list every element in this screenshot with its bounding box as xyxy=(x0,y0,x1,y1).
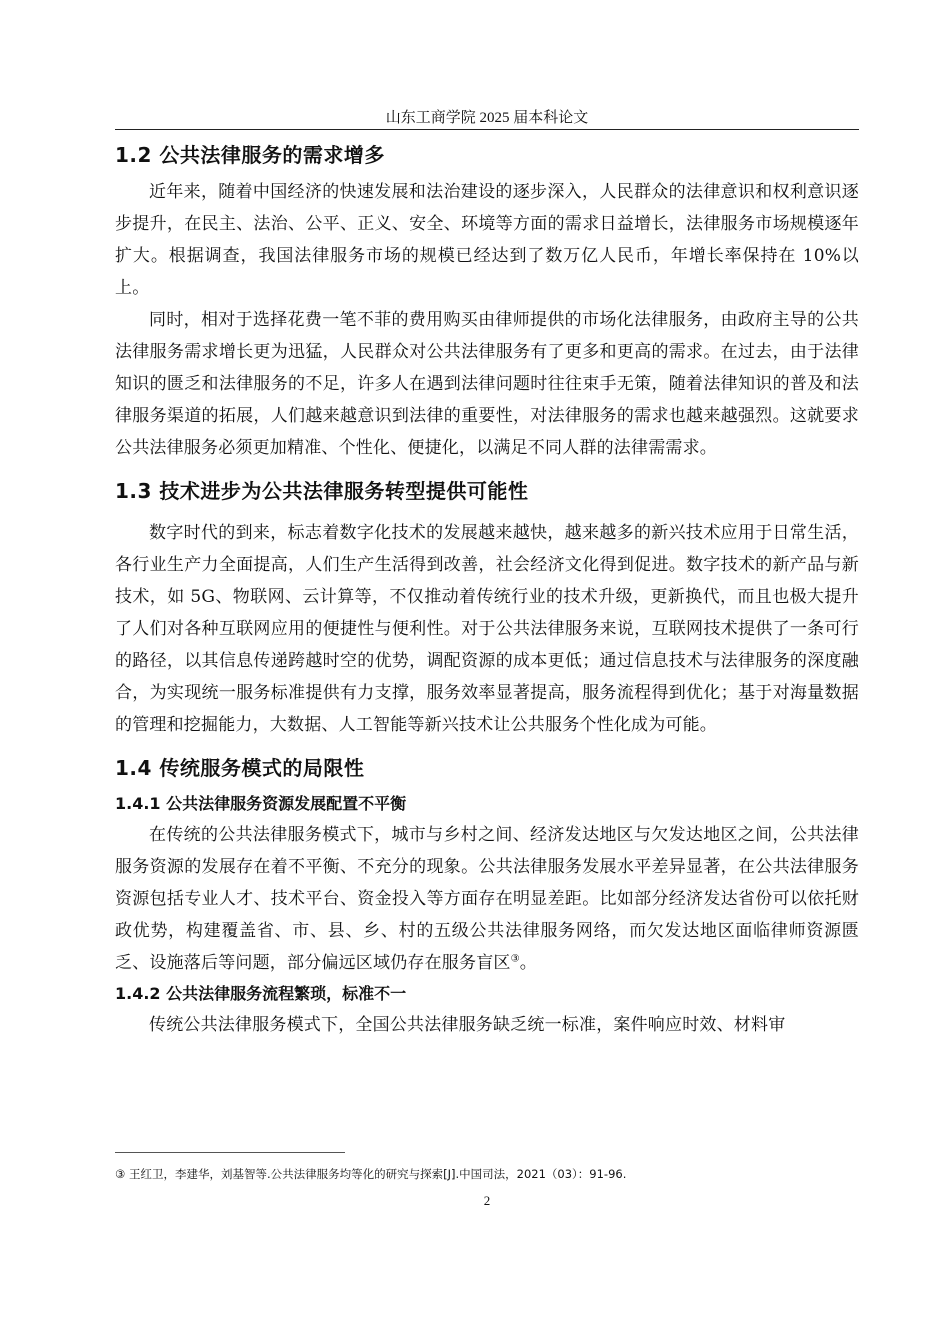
paragraph: 同时，相对于选择花费一笔不菲的费用购买由律师提供的市场化法律服务，由政府主导的公共法律服务需求增长更为迅猛，人民群众对公共法律服务有了更多和更高的需求。在过去，由于法律知识的匮乏和法律服务的不足，许多人在遇到法律问题时往往束手无策，随着法律知识的普及和法律服务渠道的拓展，人们越来越意识到法律的重要性，对法律服务的需求也越来越强烈。这就要求公共法律服务必须更加精准、个性化、便捷化，以满足不同人群的法律需需求。 xyxy=(115,310,859,458)
paragraph: 数字时代的到来，标志着数字化技术的发展越来越快，越来越多的新兴技术应用于日常生活，各行业生产力全面提高，人们生产生活得到改善，社会经济文化得到促进。数字技术的新产品与新技术，如 5G、物联网、云计算等，不仅推动着传统行业的技术升级，更新换代，而且也极大提升了人们对各种互联网应用的便捷性与便利性。对于公共法律服务来说，互联网技术提供了一条可行的路径，以其信息传递跨越时空的优势，调配资源的成本更低；通过信息技术与法律服务的深度融合，为实现统一服务标准提供有力支撑，服务效率显著提高，服务流程得到优化；基于对海量数据的管理和挖掘能力，大数据、人工智能等新兴技术让公共服务个性化成为可能。 xyxy=(115,523,859,735)
footnote-reference[interactable]: ③ xyxy=(510,953,520,965)
document-body xyxy=(115,138,859,1041)
section-heading-1-4: 1.4 传统服务模式的局限性 xyxy=(115,756,365,780)
page-header: 山东工商学院 2025 届本科论文 xyxy=(385,110,589,126)
footnote: ③ 王红卫，李建华，刘基智等.公共法律服务均等化的研究与探索[J].中国司法，2021（03）：91-96. xyxy=(115,1167,627,1181)
subsection-heading-1-4-2: 1.4.2 公共法律服务流程繁琐，标准不一 xyxy=(115,984,407,1003)
paragraph-end: 。 xyxy=(519,953,537,973)
paragraph: 近年来，随着中国经济的快速发展和法治建设的逐步深入，人民群众的法律意识和权利意识逐步提升，在民主、法治、公平、正义、安全、环境等方面的需求日益增长，法律服务市场规模逐年扩大。根据调查，我国法律服务市场的规模已经达到了数万亿人民币，年增长率保持在 10%以上。 xyxy=(115,182,859,298)
paragraph xyxy=(115,819,859,979)
section-heading-1-3: 1.3 技术进步为公共法律服务转型提供可能性 xyxy=(115,479,529,503)
page-number: 2 xyxy=(483,1193,491,1208)
paragraph-text: 在传统的公共法律服务模式下，城市与乡村之间、经济发达地区与欠发达地区之间，公共法律服务资源的发展存在着不平衡、不充分的现象。公共法律服务发展水平差异显著，在公共法律服务资源包括专业人才、技术平台、资金投入等方面存在明显差距。比如部分经济发达省份可以依托财政优势，构建覆盖省、市、县、乡、村的五级公共法律服务网络，而欠发达地区面临律师资源匮乏、设施落后等问题，部分偏远区域仍存在服务盲区 xyxy=(115,825,859,973)
subsection-heading-1-4-1: 1.4.1 公共法律服务资源发展配置不平衡 xyxy=(115,794,407,813)
footnote-divider xyxy=(115,1152,345,1153)
paragraph: 传统公共法律服务模式下，全国公共法律服务缺乏统一标准，案件响应时效、材料审 xyxy=(149,1015,786,1035)
section-heading-1-2: 1.2 公共法律服务的需求增多 xyxy=(115,143,385,167)
header-divider xyxy=(115,129,859,130)
